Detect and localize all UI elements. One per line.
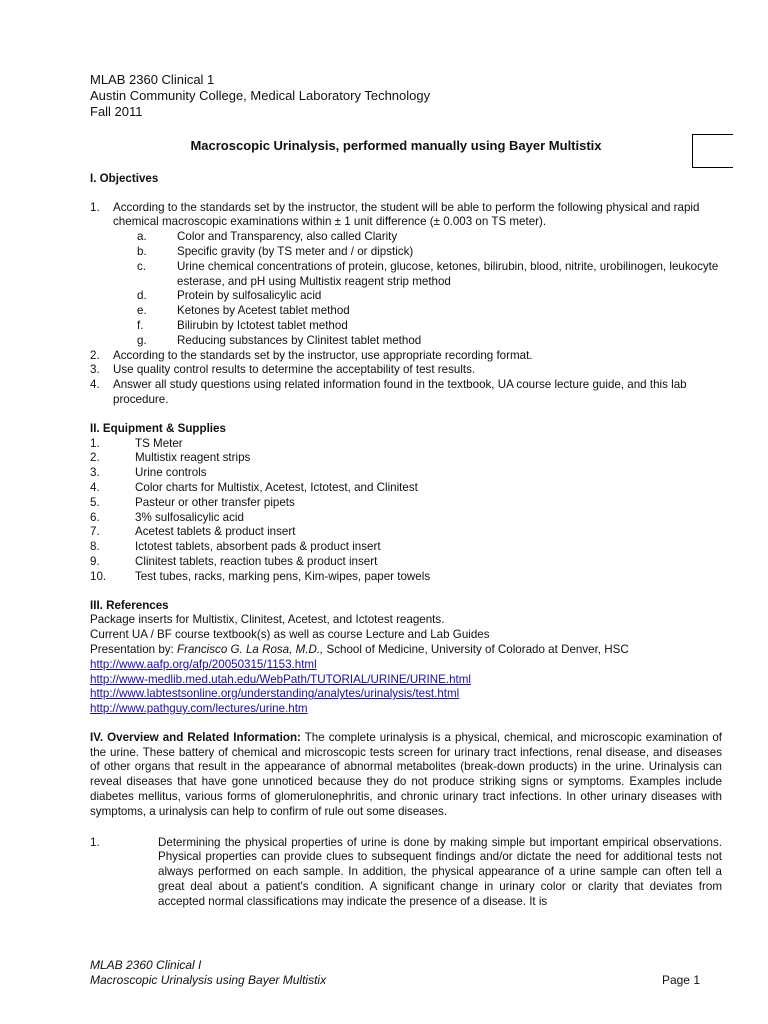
objective-sub-item: a. Color and Transparency, also called Clarity	[137, 230, 398, 244]
reference-link-aafp[interactable]: http://www.aafp.org/afp/20050315/1153.html	[90, 657, 317, 671]
objective-sub-item: f. Bilirubin by Ictotest tablet method	[137, 318, 348, 332]
page-number: Page 1	[661, 973, 700, 987]
objective-item: 4. Answer all study questions using related information found in the textbook, UA course lecture guide, and this lab procedure.	[90, 378, 687, 406]
reference-link-utah[interactable]: http://www-medlib.med.utah.edu/WebPath/TUTORIAL/URINE/URINE.html	[90, 672, 472, 686]
objective-sub-item: g. Reducing substances by Clinitest tablet method	[137, 333, 422, 347]
equipment-heading: II. Equipment & Supplies	[90, 421, 226, 435]
course-name: MLAB 2360 Clinical 1	[90, 72, 215, 87]
page-footer	[90, 958, 700, 988]
references-presenter: Presentation by: Francisco G. La Rosa, M.D., School of Medicine, University of Colorado at Denver, HSC	[90, 642, 629, 656]
equipment-item: 5. Pasteur or other transfer pipets	[90, 495, 295, 509]
equipment-item: 1. TS Meter	[90, 436, 183, 450]
equipment-item: 6. 3% sulfosalicylic acid	[90, 510, 244, 524]
equipment-item: 7. Acetest tablets & product insert	[90, 525, 296, 539]
objective-sub-item: b. Specific gravity (by TS meter and / or dipstick)	[137, 244, 414, 258]
overview-paragraph: IV. Overview and Related Information: The complete urinalysis is a physical, chemical, and microscopic examination of the urine. These battery of chemical and microscopic tests screen for urinary tract infections, renal disease, and diseases of other organs that result in the appearance of abnormal metabolites (break-down products) in the urine. Urinalysis can reveal diseases that have gone unnoticed because they do not produce striking signs or symptoms. Examples include diabetes mellitus, various forms of glomerulonephritis, and chronic urinary tract infections. In other urinary diseases with symptoms, a urinalysis can help to confirm of rule out some diseases.	[90, 730, 722, 818]
references-line-2: Current UA / BF course textbook(s) as well as course Lecture and Lab Guides	[90, 628, 490, 642]
reference-link-labtestsonline[interactable]: http://www.labtestsonline.org/understanding/analytes/urinalysis/test.html	[90, 687, 460, 701]
equipment-item: 10. Test tubes, racks, marking pens, Kim-wipes, paper towels	[90, 569, 431, 583]
equipment-item: 8. Ictotest tablets, absorbent pads & product insert	[90, 540, 381, 554]
equipment-item: 2. Multistix reagent strips	[90, 451, 251, 465]
overview-heading: IV. Overview and Related Information:	[90, 730, 301, 744]
equipment-item: 3. Urine controls	[90, 466, 207, 480]
footer-title: Macroscopic Urinalysis using Bayer Multistix	[90, 973, 327, 987]
objective-sub-item: d. Protein by sulfosalicylic acid	[137, 289, 322, 303]
references-heading: III. References	[90, 598, 169, 612]
footer-course: MLAB 2360 Clinical I	[90, 958, 202, 972]
objective-item: 2. According to the standards set by the instructor, use appropriate recording format.	[90, 348, 533, 362]
objective-item: 3. Use quality control results to determine the acceptability of test results.	[90, 363, 476, 377]
equipment-list	[90, 437, 722, 585]
objectives-list	[90, 201, 722, 408]
term: Fall 2011	[90, 104, 143, 119]
references-line-1: Package inserts for Multistix, Clinitest, Acetest, and Ictotest reagents.	[90, 613, 445, 627]
document-page	[90, 72, 722, 910]
overview-item: 1. Determining the physical properties of urine is done by making simple but important empirical observations. Physical properties can provide clues to subsequent findings and/or dictate the need for additional tests not always performed on each sample. In addition, the physical appearance of a urine sample can often tell a great deal about a patient's condition. A significant change in urinary color or clarity that deviates from accepted normal classifications may indicate the presence of a disease. It is	[90, 835, 722, 908]
objectives-heading: I. Objectives	[90, 171, 159, 185]
college-name: Austin Community College, Medical Laboratory Technology	[90, 88, 431, 103]
reference-link-pathguy[interactable]: http://www.pathguy.com/lectures/urine.htm	[90, 702, 308, 716]
objective-item: 1. According to the standards set by the instructor, the student will be able to perform the following physical and rapid chemical macroscopic examinations within ± 1 unit difference (± 0.003 on TS meter).	[90, 200, 700, 229]
objective-sub-item: e. Ketones by Acetest tablet method	[137, 304, 350, 318]
objective-sub-item: c. Urine chemical concentrations of protein, glucose, ketones, bilirubin, blood, nitrite, urobilinogen, leukocyte esterase, and pH using Multistix reagent strip method	[137, 259, 719, 288]
presenter-name: Francisco G. La Rosa, M.D.,	[177, 642, 324, 656]
equipment-item: 9. Clinitest tablets, reaction tubes & product insert	[90, 554, 378, 568]
document-header	[90, 72, 722, 120]
page-title: Macroscopic Urinalysis, performed manually using Bayer Multistix	[190, 138, 602, 153]
equipment-item: 4. Color charts for Multistix, Acetest, Ictotest, and Clinitest	[90, 480, 418, 494]
